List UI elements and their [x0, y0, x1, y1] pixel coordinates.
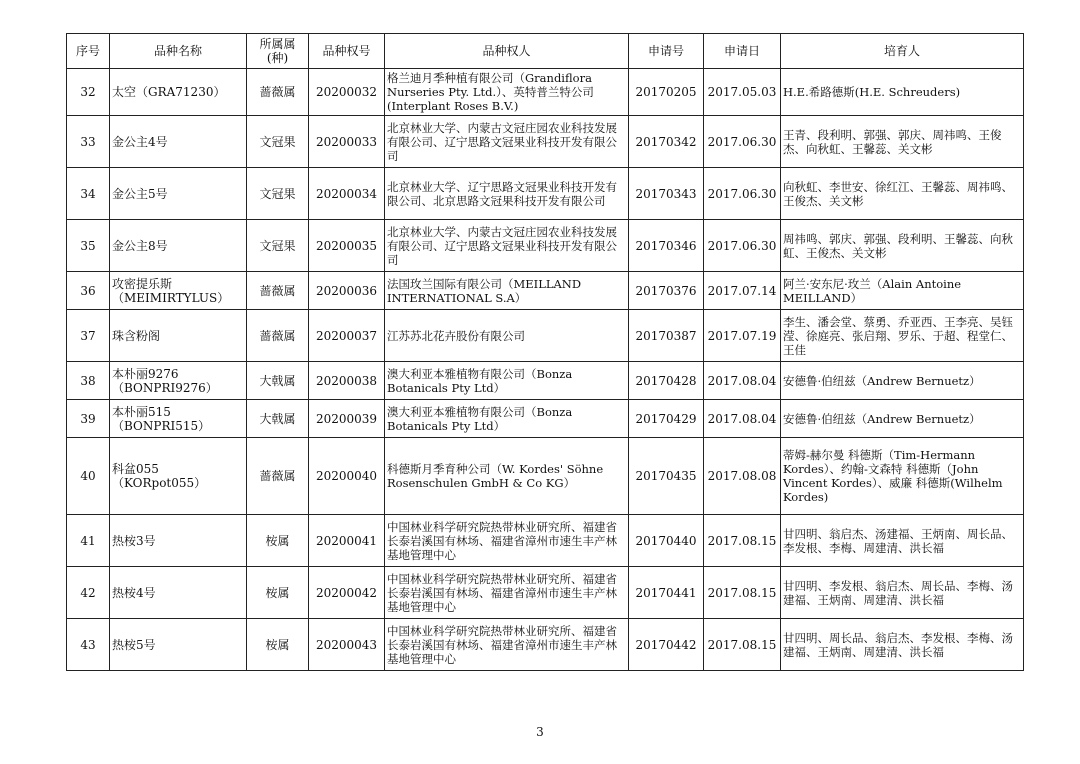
cell-variety-name: 本朴丽515（BONPRI515）	[110, 400, 247, 438]
cell-application-number: 20170435	[629, 438, 704, 515]
header-seq: 序号	[67, 34, 110, 69]
cell-variety-name: 金公主4号	[110, 116, 247, 168]
cell-genus: 蔷薇属	[247, 438, 309, 515]
cell-application-date: 2017.06.30	[704, 168, 781, 220]
cell-application-date: 2017.08.15	[704, 619, 781, 671]
cell-breeder: 向秋虹、李世安、徐红江、王馨蕊、周祎鸣、王俊杰、关文彬	[781, 168, 1024, 220]
page-number: 3	[536, 725, 544, 739]
cell-breeder: 甘四明、李发根、翁启杰、周长品、李梅、汤建福、王炳南、周建清、洪长福	[781, 567, 1024, 619]
cell-row-number: 32	[67, 69, 110, 116]
cell-variety-name: 科盆055（KORpot055）	[110, 438, 247, 515]
cell-application-number: 20170376	[629, 272, 704, 310]
cell-variety-name: 热桉5号	[110, 619, 247, 671]
cell-application-number: 20170342	[629, 116, 704, 168]
table-body	[67, 69, 1024, 671]
cell-application-date: 2017.08.04	[704, 400, 781, 438]
cell-right-number: 20200035	[309, 220, 385, 272]
cell-right-holder: 中国林业科学研究院热带林业研究所、福建省长泰岩溪国有林场、福建省漳州市速生丰产林基地管理中心	[385, 619, 629, 671]
table-row	[67, 567, 1024, 619]
cell-variety-name: 本朴丽9276（BONPRI9276）	[110, 362, 247, 400]
header-right-number: 品种权号	[309, 34, 385, 69]
cell-genus: 蔷薇属	[247, 272, 309, 310]
cell-application-number: 20170387	[629, 310, 704, 362]
cell-row-number: 43	[67, 619, 110, 671]
cell-breeder: H.E.希路德斯(H.E. Schreuders)	[781, 69, 1024, 116]
cell-variety-name: 太空（GRA71230）	[110, 69, 247, 116]
cell-variety-name: 热桉3号	[110, 515, 247, 567]
cell-row-number: 38	[67, 362, 110, 400]
cell-genus: 文冠果	[247, 116, 309, 168]
cell-row-number: 36	[67, 272, 110, 310]
cell-genus: 蔷薇属	[247, 69, 309, 116]
table-row	[67, 515, 1024, 567]
header-variety-name: 品种名称	[110, 34, 247, 69]
cell-row-number: 39	[67, 400, 110, 438]
cell-variety-name: 攻密提乐斯（MEIMIRTYLUS）	[110, 272, 247, 310]
cell-right-number: 20200043	[309, 619, 385, 671]
cell-application-date: 2017.08.15	[704, 567, 781, 619]
table-row	[67, 362, 1024, 400]
cell-row-number: 34	[67, 168, 110, 220]
cell-application-number: 20170343	[629, 168, 704, 220]
cell-application-date: 2017.07.14	[704, 272, 781, 310]
cell-breeder: 甘四明、周长品、翁启杰、李发根、李梅、汤建福、王炳南、周建清、洪长福	[781, 619, 1024, 671]
cell-right-holder: 澳大利亚本雅植物有限公司（Bonza Botanicals Pty Ltd）	[385, 362, 629, 400]
cell-variety-name: 金公主8号	[110, 220, 247, 272]
cell-genus: 文冠果	[247, 220, 309, 272]
cell-genus: 蔷薇属	[247, 310, 309, 362]
cell-genus: 文冠果	[247, 168, 309, 220]
cell-right-number: 20200041	[309, 515, 385, 567]
cell-genus: 桉属	[247, 619, 309, 671]
table-row	[67, 69, 1024, 116]
cell-application-number: 20170346	[629, 220, 704, 272]
cell-application-number: 20170442	[629, 619, 704, 671]
cell-right-number: 20200032	[309, 69, 385, 116]
header-right-holder: 品种权人	[385, 34, 629, 69]
cell-right-holder: 法国玫兰国际有限公司（MEILLAND INTERNATIONAL S.A）	[385, 272, 629, 310]
cell-right-holder: 澳大利亚本雅植物有限公司（Bonza Botanicals Pty Ltd）	[385, 400, 629, 438]
cell-right-holder: 格兰迪月季种植有限公司（Grandiflora Nurseries Pty. Ltd.）、英特普兰特公司(Interplant Roses B.V.)	[385, 69, 629, 116]
cell-application-date: 2017.08.08	[704, 438, 781, 515]
cell-right-holder: 江苏苏北花卉股份有限公司	[385, 310, 629, 362]
header-application-date: 申请日	[704, 34, 781, 69]
cell-right-holder: 科德斯月季育种公司（W. Kordes' Söhne Rosenschulen GmbH & Co KG）	[385, 438, 629, 515]
cell-application-number: 20170441	[629, 567, 704, 619]
cell-application-date: 2017.08.15	[704, 515, 781, 567]
cell-right-number: 20200039	[309, 400, 385, 438]
cell-variety-name: 金公主5号	[110, 168, 247, 220]
table-row	[67, 116, 1024, 168]
variety-rights-table	[66, 33, 1024, 671]
cell-variety-name: 热桉4号	[110, 567, 247, 619]
cell-right-holder: 北京林业大学、内蒙古文冠庄园农业科技发展有限公司、辽宁思路文冠果业科技开发有限公司	[385, 116, 629, 168]
cell-right-holder: 北京林业大学、内蒙古文冠庄园农业科技发展有限公司、辽宁思路文冠果业科技开发有限公司	[385, 220, 629, 272]
table-row	[67, 272, 1024, 310]
cell-application-number: 20170429	[629, 400, 704, 438]
cell-breeder: 阿兰·安东尼·玫兰（Alain Antoine MEILLAND）	[781, 272, 1024, 310]
cell-right-number: 20200042	[309, 567, 385, 619]
cell-right-number: 20200033	[309, 116, 385, 168]
cell-breeder: 王青、段利明、郭强、郭庆、周祎鸣、王俊杰、向秋虹、王馨蕊、关文彬	[781, 116, 1024, 168]
cell-right-number: 20200034	[309, 168, 385, 220]
cell-application-number: 20170428	[629, 362, 704, 400]
cell-breeder: 李生、潘会堂、蔡勇、乔亚西、王李亮、吴钰滢、徐庭亮、张启翔、罗乐、于超、程堂仁、王佳	[781, 310, 1024, 362]
cell-row-number: 41	[67, 515, 110, 567]
cell-genus: 大戟属	[247, 362, 309, 400]
cell-application-date: 2017.06.30	[704, 116, 781, 168]
cell-right-number: 20200036	[309, 272, 385, 310]
cell-variety-name: 珠含粉阁	[110, 310, 247, 362]
cell-row-number: 42	[67, 567, 110, 619]
table-row	[67, 400, 1024, 438]
cell-right-holder: 中国林业科学研究院热带林业研究所、福建省长泰岩溪国有林场、福建省漳州市速生丰产林基地管理中心	[385, 567, 629, 619]
cell-application-date: 2017.08.04	[704, 362, 781, 400]
table-row	[67, 438, 1024, 515]
table-row	[67, 619, 1024, 671]
cell-application-number: 20170440	[629, 515, 704, 567]
cell-breeder: 甘四明、翁启杰、汤建福、王炳南、周长品、李发根、李梅、周建清、洪长福	[781, 515, 1024, 567]
cell-row-number: 35	[67, 220, 110, 272]
cell-breeder: 安德鲁·伯纽兹（Andrew Bernuetz）	[781, 400, 1024, 438]
cell-right-holder: 北京林业大学、辽宁思路文冠果业科技开发有限公司、北京思路文冠果科技开发有限公司	[385, 168, 629, 220]
cell-breeder: 周祎鸣、郭庆、郭强、段利明、王馨蕊、向秋虹、王俊杰、关文彬	[781, 220, 1024, 272]
table-row	[67, 220, 1024, 272]
cell-genus: 桉属	[247, 515, 309, 567]
cell-row-number: 40	[67, 438, 110, 515]
cell-breeder: 蒂姆-赫尔曼 科德斯（Tim-Hermann Kordes）、约翰-文森特 科德斯（John Vincent Kordes）、威廉 科德斯(Wilhelm Kordes)	[781, 438, 1024, 515]
cell-application-date: 2017.06.30	[704, 220, 781, 272]
cell-application-date: 2017.07.19	[704, 310, 781, 362]
header-genus: 所属属 (种)	[247, 34, 309, 69]
cell-application-number: 20170205	[629, 69, 704, 116]
cell-genus: 桉属	[247, 567, 309, 619]
cell-genus: 大戟属	[247, 400, 309, 438]
cell-breeder: 安德鲁·伯纽兹（Andrew Bernuetz）	[781, 362, 1024, 400]
cell-row-number: 33	[67, 116, 110, 168]
table-header-row	[67, 34, 1024, 69]
cell-right-number: 20200040	[309, 438, 385, 515]
header-application-number: 申请号	[629, 34, 704, 69]
cell-right-number: 20200038	[309, 362, 385, 400]
cell-row-number: 37	[67, 310, 110, 362]
header-breeder: 培育人	[781, 34, 1024, 69]
table-row	[67, 168, 1024, 220]
cell-right-number: 20200037	[309, 310, 385, 362]
table-row	[67, 310, 1024, 362]
cell-right-holder: 中国林业科学研究院热带林业研究所、福建省长泰岩溪国有林场、福建省漳州市速生丰产林基地管理中心	[385, 515, 629, 567]
cell-application-date: 2017.05.03	[704, 69, 781, 116]
